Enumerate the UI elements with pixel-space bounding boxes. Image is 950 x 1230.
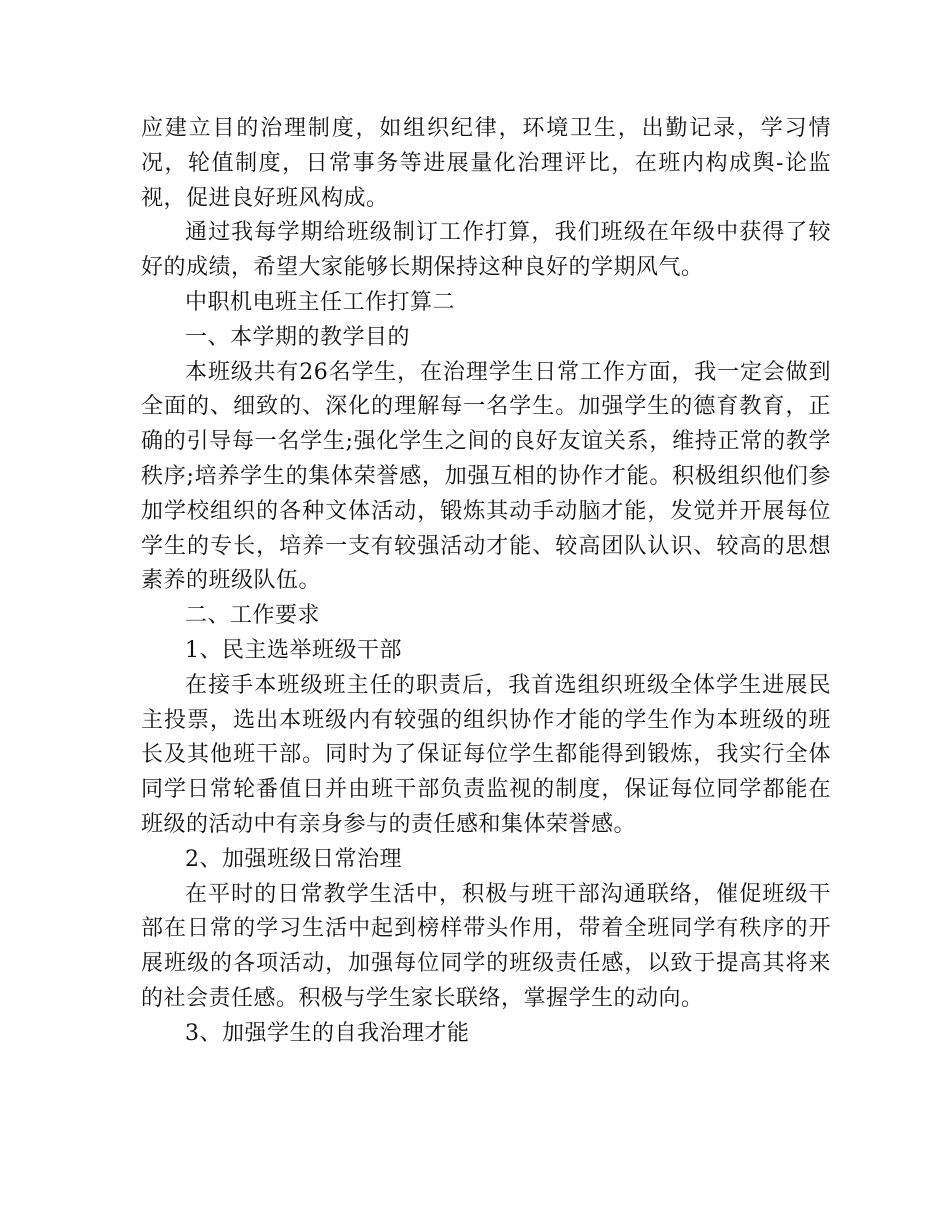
subsection-heading: 1、民主选举班级干部 bbox=[185, 637, 402, 663]
subsection-heading: 2、加强班级日常治理 bbox=[185, 846, 402, 872]
section-title: 中职机电班主任工作打算二 bbox=[185, 289, 456, 315]
paragraph: 在接手本班级班主任的职责后，我首选组织班级全体学生进展民主投票，选出本班级内有较强的组织协作才能的学生作为本班级的班长及其他班干部。同时为了保证每位学生都能得到锻炼，我实行全体同学日常轮番值日并由班干部负责监视的制度，保证每位同学都能在班级的活动中有亲身参与的责任感和集体荣誉感。 bbox=[141, 672, 831, 837]
paragraph: 在平时的日常教学生活中，积极与班干部沟通联络，催促班级干部在日常的学习生活中起到榜样带头作用，带着全班同学有秩序的开展班级的各项活动，加强每位同学的班级责任感，以致于提高其将来的社会责任感。积极与学生家长联络，掌握学生的动向。 bbox=[141, 881, 831, 1011]
paragraph-continuation: 应建立目的治理制度，如组织纪律，环境卫生，出勤记录，学习情况，轮值制度，日常事务等进展量化治理评比，在班内构成舆-论监视，促进良好班风构成。 bbox=[141, 116, 831, 211]
subsection-heading: 3、加强学生的自我治理才能 bbox=[185, 1020, 470, 1046]
section-heading: 一、本学期的教学目的 bbox=[185, 324, 411, 350]
section-heading: 二、工作要求 bbox=[185, 603, 321, 629]
paragraph: 通过我每学期给班级制订工作打算，我们班级在年级中获得了较好的成绩，希望大家能够长期保持这种良好的学期风气。 bbox=[141, 220, 831, 281]
paragraph: 本班级共有26名学生，在治理学生日常工作方面，我一定会做到全面的、细致的、深化的理解每一名学生。加强学生的德育教育，正确的引导每一名学生;强化学生之间的良好友谊关系，维持正常的教学秩序;培养学生的集体荣誉感，加强互相的协作才能。积极组织他们参加学校组织的各种文体活动，锻炼其动手动脑才能，发觉并开展每位学生的专长，培养一支有较强活动才能、较高团队认识、较高的思想素养的班级队伍。 bbox=[141, 359, 831, 594]
document-body bbox=[141, 112, 831, 1052]
